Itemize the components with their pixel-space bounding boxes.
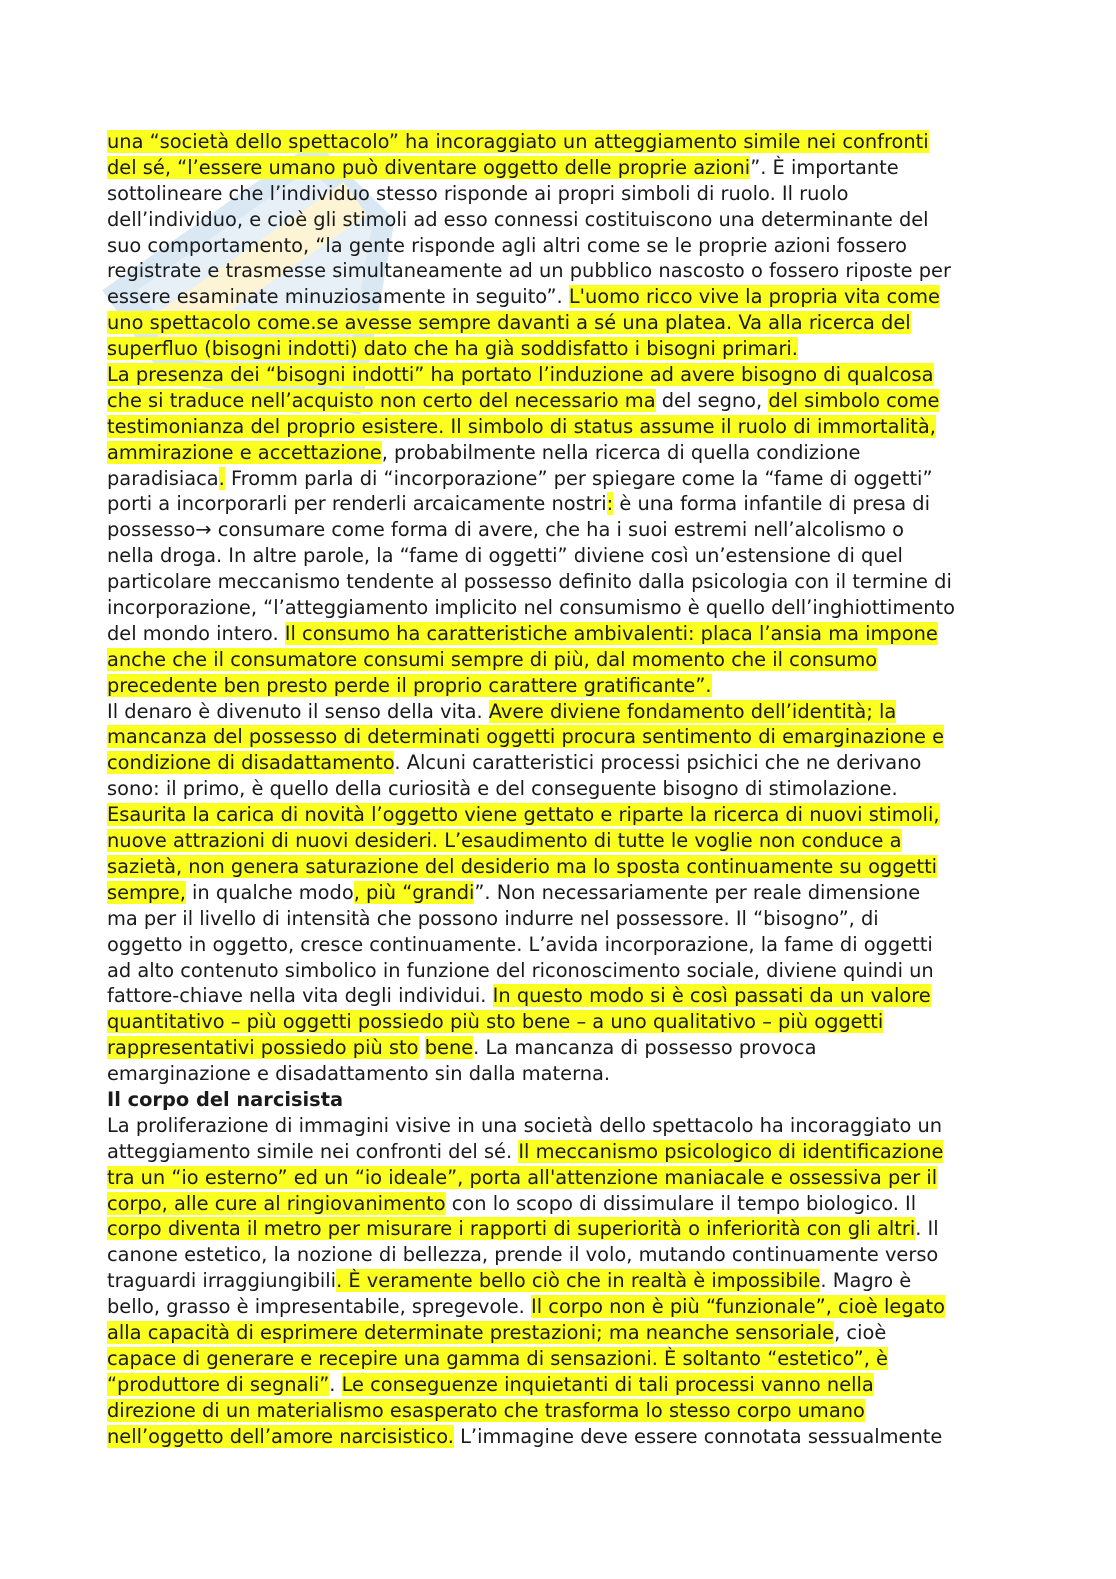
text-run: direzione di un materialismo esasperato che trasforma lo stesso corpo umano — [107, 1398, 865, 1422]
text-run — [419, 1036, 425, 1059]
text-run: Il corpo non è più “funzionale”, cioè legato — [531, 1295, 945, 1319]
text-run: . Alcuni caratteristici processi psichici che ne derivano — [394, 751, 922, 775]
text-run: sazietà, non genera saturazione del desiderio ma lo sposta continuamente su oggetti — [107, 854, 938, 878]
text-run: nell’oggetto dell’amore narcisistico. — [107, 1424, 454, 1448]
text-run: Il consumo ha caratteristiche ambivalenti: placa l’ansia ma impone — [284, 621, 938, 645]
text-run: “produttore di segnali” — [107, 1372, 330, 1396]
text-run: traguardi irraggiungibili — [107, 1269, 337, 1293]
text-run: dell’individuo, e cioè gli stimoli ad esso connessi costituiscono una determinante del — [107, 207, 929, 231]
text-run: canone estetico, la nozione di bellezza, prende il volo, mutando continuamente verso — [107, 1243, 939, 1267]
text-run: rappresentativi possiedo più sto — [107, 1036, 419, 1060]
text-run: Il meccanismo psicologico di identificazione — [518, 1139, 944, 1163]
text-run: sempre, — [107, 880, 186, 904]
text-run: superfluo (bisogni indotti) dato che ha già soddisfatto i bisogni primari. — [107, 337, 798, 361]
text-run: nuove attrazioni di nuovi desideri. L’esaudimento di tutte le voglie non conduce a — [107, 829, 902, 853]
text-run: del simbolo come — [768, 388, 940, 412]
text-run: La presenza dei “bisogni indotti” ha portato l’induzione ad avere bisogno di qualcosa — [107, 363, 934, 387]
text-run: incorporazione, “l’atteggiamento implicito nel consumismo è quello dell’inghiottimento — [107, 596, 956, 620]
text-run: sottolineare che l’individuo stesso risponde ai propri simboli di ruolo. Il ruolo — [107, 181, 849, 205]
text-run: bello, grasso è impresentabile, spregevole. — [107, 1295, 532, 1319]
text-run: è una forma infantile di presa di — [613, 492, 930, 516]
text-run: tra un “io esterno” ed un “io ideale”, porta all'attenzione maniacale e ossessiva per il — [107, 1165, 938, 1189]
text-run: sono: il primo, è quello della curiosità e del conseguente bisogno di stimolazione. — [107, 777, 898, 801]
text-run: possesso→ consumare come forma di avere, che ha i suoi estremi nell’alcolismo o — [107, 518, 905, 542]
text-run: emarginazione e disadattamento sin dalla materna. — [107, 1062, 611, 1086]
text-run: , più “grandi — [353, 880, 475, 904]
text-run: che si traduce nell’acquisto non certo del necessario ma — [107, 388, 656, 412]
text-run: del sé, “l’essere umano può diventare oggetto delle proprie azioni — [107, 155, 751, 179]
text-run: Il denaro è divenuto il senso della vita. — [107, 699, 489, 723]
text-run: Esaurita la carica di novità l’oggetto viene gettato e riparte la ricerca di nuovi stimoli, — [107, 803, 940, 827]
text-run: corpo diventa il metro per misurare i rapporti di superiorità o inferiorità con gli altri — [107, 1217, 916, 1241]
text-run: atteggiamento simile nei confronti del sé. — [107, 1139, 519, 1163]
text-run: ad alto contenuto simbolico in funzione del riconoscimento sociale, diviene quindi un — [107, 958, 934, 982]
text-run: L’immagine deve essere connotata sessualmente — [453, 1424, 943, 1448]
text-run: Le conseguenze inquietanti di tali processi vanno nella — [341, 1372, 874, 1396]
text-run: . — [218, 466, 225, 490]
text-run: ammirazione e accettazione — [107, 440, 382, 464]
text-run: condizione di disadattamento — [107, 751, 395, 775]
text-run: capace di generare e recepire una gamma di sensazioni. È soltanto “estetico”, è — [107, 1346, 888, 1370]
text-run: ”. È importante — [750, 155, 899, 179]
text-run: . Il — [915, 1217, 939, 1241]
text-run: . La mancanza di possesso provoca — [473, 1036, 817, 1060]
text-run: fattore-chiave nella vita degli individui. — [107, 984, 493, 1008]
text-run: ma per il livello di intensità che possono indurre nel possessore. Il “bisogno”, di — [107, 906, 879, 930]
text-run: suo comportamento, “la gente risponde agli altri come se le proprie azioni fossero — [107, 233, 907, 257]
text-run: ”. Non necessariamente per reale dimensione — [474, 880, 921, 904]
text-run: testimonianza del proprio esistere. Il simbolo di status assume il ruolo di immortalità, — [107, 414, 936, 438]
section-heading: Il corpo del narcisista — [107, 1087, 344, 1111]
text-run: particolare meccanismo tendente al possesso definito dalla psicologia con il termine di — [107, 570, 952, 594]
text-run: nella droga. In altre parole, la “fame di oggetti” diviene così un’estensione di quel — [107, 544, 903, 568]
text-run: , cioè — [834, 1320, 887, 1344]
text-run: corpo, alle cure al ringiovanimento — [107, 1191, 446, 1215]
text-run: L'uomo ricco vive la propria vita come — [568, 285, 940, 309]
text-run: del segno, — [655, 388, 769, 412]
text-run: , probabilmente nella ricerca di quella condizione — [381, 440, 861, 464]
text-run: una “società dello spettacolo” ha incoraggiato un atteggiamento simile nei confronti — [107, 130, 929, 153]
text-run: oggetto in oggetto, cresce continuamente. L’avida incorporazione, la fame di oggetti — [107, 932, 933, 956]
text-run: del mondo intero. — [107, 621, 285, 645]
document-body — [107, 129, 1007, 1449]
text-run: quantitativo – più oggetti possiedo più sto bene – a uno qualitativo – più oggetti — [107, 1010, 884, 1034]
text-run: registrate e trasmesse simultaneamente ad un pubblico nascosto o fossero riposte per — [107, 259, 951, 283]
text-run: precedente ben presto perde il proprio carattere gratificante”. — [107, 673, 712, 697]
text-run: La proliferazione di immagini visive in una società dello spettacolo ha incoraggiato un — [107, 1113, 943, 1137]
text-run: . — [329, 1372, 342, 1396]
text-run: Fromm parla di “incorporazione” per spiegare come la “fame di oggetti” — [224, 466, 933, 490]
text-run: : — [606, 492, 614, 516]
text-run: essere esaminate minuziosamente in seguito”. — [107, 285, 569, 309]
text-run: . Magro è — [820, 1269, 912, 1293]
text-run: paradisiaca — [107, 466, 219, 490]
text-run: mancanza del possesso di determinati oggetti procura sentimento di emarginazione e — [107, 725, 945, 749]
text-run: con lo scopo di dissimulare il tempo biologico. Il — [445, 1191, 917, 1215]
text-run: porti a incorporarli per renderli arcaicamente nostri — [107, 492, 607, 516]
text-run: anche che il consumatore consumi sempre di più, dal momento che il consumo — [107, 647, 878, 671]
text-run: in qualche modo — [185, 880, 354, 904]
text-run: uno spettacolo come.se avesse sempre davanti a sé una platea. Va alla ricerca del — [107, 311, 911, 335]
text-run: In questo modo si è così passati da un valore — [492, 984, 931, 1008]
text-run: bene — [424, 1036, 474, 1060]
text-run: Avere diviene fondamento dell’identità; la — [488, 699, 897, 723]
text-run: alla capacità di esprimere determinate prestazioni; ma neanche sensoriale — [107, 1320, 835, 1344]
text-run: . È veramente bello ciò che in realtà è impossibile — [336, 1269, 821, 1293]
